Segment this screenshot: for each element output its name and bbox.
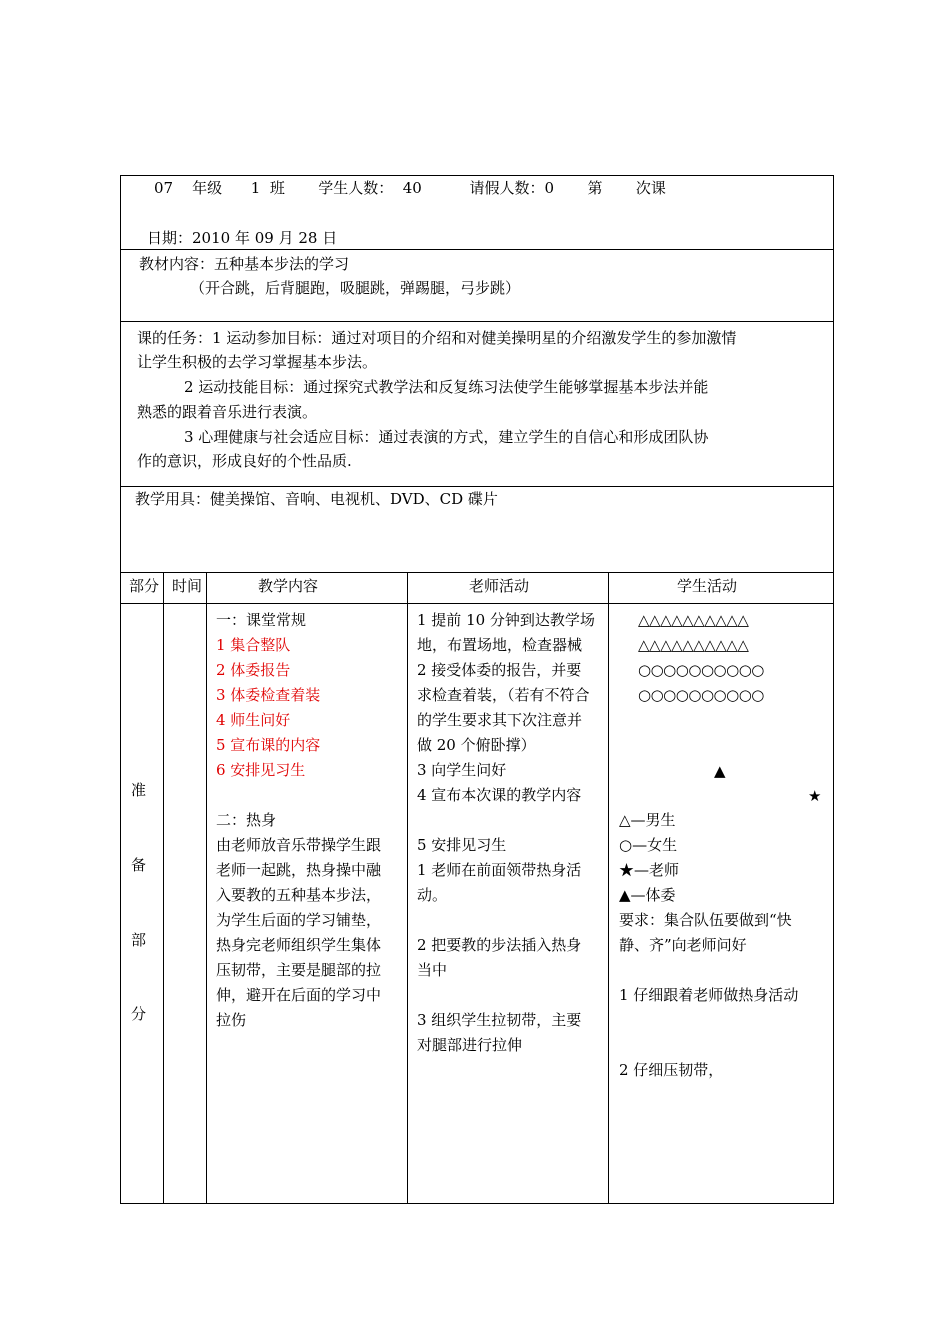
lesson-date: 日期：2010 年 09 月 28 日 <box>147 229 338 247</box>
routine-item: 3 体委检查着装 <box>216 686 321 704</box>
requirement-line: 要求：集合队伍要做到“快 <box>619 911 792 929</box>
divider <box>608 572 609 1204</box>
warmup-line: 入要教的五种基本步法， <box>216 886 382 904</box>
formation-row-boys: △△△△△△△△△△ <box>638 611 749 629</box>
routine-item: 5 宣布课的内容 <box>216 736 321 754</box>
section-char: 准 <box>131 781 147 799</box>
section-char: 备 <box>131 856 147 874</box>
content-column <box>216 608 381 1033</box>
class-info-line: 07 年级 1 班 学生人数： 40 请假人数：0 第 次课 <box>154 179 666 197</box>
student-formation <box>638 608 764 708</box>
teacher-line: 对腿部进行拉伸 <box>417 1036 523 1054</box>
routine-item: 2 体委报告 <box>216 661 291 679</box>
warmup-title: 二：热身 <box>216 811 277 829</box>
teacher-line: 3 组织学生拉韧带，主要 <box>417 1011 582 1029</box>
divider <box>120 321 834 322</box>
warmup-line: 拉伤 <box>216 1011 247 1029</box>
divider <box>120 572 834 573</box>
teacher-line: 4 宣布本次课的教学内容 <box>417 786 582 804</box>
formation-row-girls: ○○○○○○○○○○ <box>638 686 764 704</box>
teacher-line: 当中 <box>417 961 448 979</box>
warmup-line: 为学生后面的学习铺垫， <box>216 911 382 929</box>
routine-item: 6 安排见习生 <box>216 761 306 779</box>
legend-item: ○—女生 <box>619 836 678 854</box>
formation-row-boys: △△△△△△△△△△ <box>638 636 749 654</box>
routine-item: 4 师生问好 <box>216 711 291 729</box>
student-item: 2 仔细压韧带， <box>619 1061 724 1079</box>
divider <box>120 486 834 487</box>
warmup-line: 压韧带，主要是腿部的拉 <box>216 961 382 979</box>
header-student: 学生活动 <box>677 577 738 595</box>
legend-item: ★—老师 <box>619 861 680 879</box>
task-line: 课的任务：1 运动参加目标：通过对项目的介绍和对健美操明星的介绍激发学生的参加激情 <box>137 329 737 347</box>
warmup-line: 热身完老师组织学生集体 <box>216 936 382 954</box>
task-line: 让学生积极的去学习掌握基本步法。 <box>137 353 378 371</box>
material-title: 教材内容：五种基本步法的学习 <box>139 255 350 273</box>
header-teacher: 老师活动 <box>469 577 530 595</box>
material-steps: （开合跳，后背腿跑，吸腿跳，弹踢腿，弓步跳） <box>190 279 521 297</box>
formation-row-girls: ○○○○○○○○○○ <box>638 661 764 679</box>
task-line: 3 心理健康与社会适应目标：通过表演的方式，建立学生的自信心和形成团队协 <box>184 428 709 446</box>
legend-item: △—男生 <box>619 811 676 829</box>
warmup-line: 由老师放音乐带操学生跟 <box>216 836 382 854</box>
teacher-line: 动。 <box>417 886 448 904</box>
section-char: 部 <box>131 931 147 949</box>
teacher-line: 的学生要求其下次注意并 <box>417 711 583 729</box>
warmup-line: 伸，避开在后面的学习中 <box>216 986 382 1004</box>
divider <box>407 572 408 1204</box>
divider <box>120 603 834 604</box>
task-line: 作的意识，形成良好的个性品质. <box>137 452 352 470</box>
teacher-line: 1 提前 10 分钟到达教学场 <box>417 611 595 629</box>
header-part: 部分 <box>129 577 160 595</box>
teacher-line: 2 接受体委的报告，并要 <box>417 661 582 679</box>
teacher-line: 地，布置场地，检查器械 <box>417 636 583 654</box>
teacher-line: 做 20 个俯卧撑） <box>417 736 536 754</box>
teacher-column <box>417 608 595 1058</box>
student-column <box>619 808 798 1083</box>
header-time: 时间 <box>172 577 203 595</box>
divider <box>163 572 164 1204</box>
legend-item: ▲—体委 <box>619 886 676 904</box>
teacher-mark: ★ <box>808 787 822 805</box>
teacher-line: 5 安排见习生 <box>417 836 507 854</box>
task-line: 熟悉的跟着音乐进行表演。 <box>137 403 318 421</box>
warmup-line: 老师一起跳，热身操中融 <box>216 861 382 879</box>
teacher-line: 1 老师在前面领带热身活 <box>417 861 582 879</box>
teacher-line: 求检查着装，（若有不符合 <box>417 686 590 704</box>
divider <box>120 249 834 250</box>
teacher-line: 2 把要教的步法插入热身 <box>417 936 582 954</box>
routine-item: 1 集合整队 <box>216 636 291 654</box>
teacher-line: 3 向学生问好 <box>417 761 507 779</box>
header-content: 教学内容 <box>258 577 319 595</box>
teaching-tools: 教学用具：健美操馆、音响、电视机、DVD、CD 碟片 <box>135 490 498 508</box>
monitor-mark: ▲ <box>714 762 726 780</box>
requirement-line: 静、齐”向老师问好 <box>619 936 747 954</box>
section-char: 分 <box>131 1005 147 1023</box>
task-line: 2 运动技能目标：通过探究式教学法和反复练习法使学生能够掌握基本步法并能 <box>184 378 709 396</box>
routine-title: 一：课堂常规 <box>216 611 307 629</box>
student-item: 1 仔细跟着老师做热身活动 <box>619 986 799 1004</box>
divider <box>206 572 207 1204</box>
